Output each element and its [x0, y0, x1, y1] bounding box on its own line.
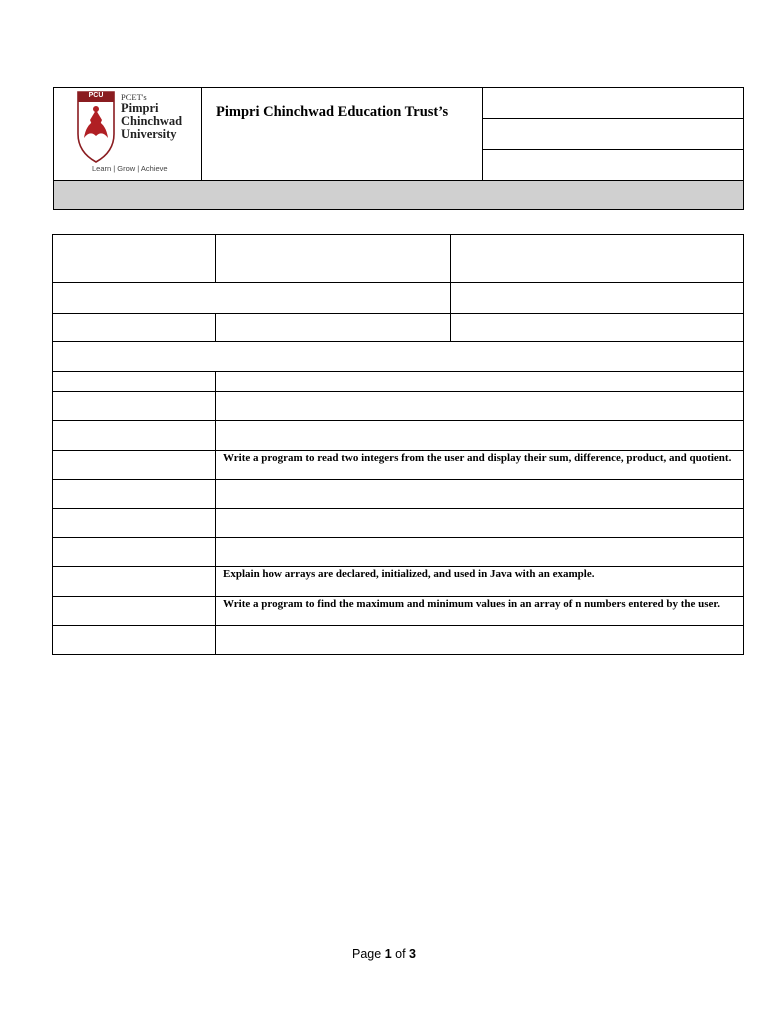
- question-3-text: Write a program to find the maximum and minimum values in an array of n numbers entered by the user.: [223, 598, 721, 610]
- university-line-2: Chinchwad: [121, 114, 183, 128]
- row-divider: [53, 282, 743, 283]
- question-1-text: Write a program to read two integers from the user and display their sum, difference, product, and quotient.: [223, 452, 732, 464]
- row-divider: [53, 371, 743, 372]
- header-grey-bar: [54, 180, 743, 209]
- university-logo: [76, 88, 183, 178]
- university-name: [121, 102, 182, 141]
- university-line-1: Pimpri: [121, 101, 159, 115]
- page-current: 1: [384, 947, 392, 961]
- row-divider: [53, 537, 743, 538]
- row-divider: [53, 313, 743, 314]
- pcu-abbr: PCU: [88, 92, 104, 99]
- pcu-prefix: PCET's: [121, 92, 147, 102]
- header-table: [53, 87, 744, 210]
- header-info-cell-1: [483, 88, 743, 119]
- header-info-cell-2: [483, 119, 743, 150]
- row-divider: [53, 341, 743, 342]
- page-footer: [0, 947, 768, 961]
- col-divider: [215, 313, 216, 342]
- row-divider: [53, 596, 743, 597]
- page-total: 3: [409, 947, 416, 961]
- row-divider: [53, 450, 743, 451]
- row-divider: [53, 479, 743, 480]
- row-divider: [53, 508, 743, 509]
- page-label: Page: [352, 947, 382, 961]
- trust-name-cell: [202, 88, 483, 180]
- pcu-crest-icon: [76, 90, 116, 164]
- col-divider: [215, 371, 216, 655]
- row-divider: [53, 420, 743, 421]
- trust-name: Pimpri Chinchwad Education Trust’s: [216, 104, 449, 120]
- header-info-cell-3: [483, 150, 743, 180]
- row-divider: [53, 566, 743, 567]
- logo-cell: [54, 88, 202, 180]
- logo-tagline: Learn | Grow | Achieve: [92, 164, 168, 173]
- question-2-text: Explain how arrays are declared, initialized, and used in Java with an example.: [223, 568, 595, 580]
- row-divider: [53, 625, 743, 626]
- col-divider: [215, 235, 216, 283]
- university-line-3: University: [121, 127, 177, 141]
- page-of: of: [395, 947, 406, 961]
- details-table: [52, 234, 744, 655]
- col-divider: [450, 235, 451, 342]
- row-divider: [53, 391, 743, 392]
